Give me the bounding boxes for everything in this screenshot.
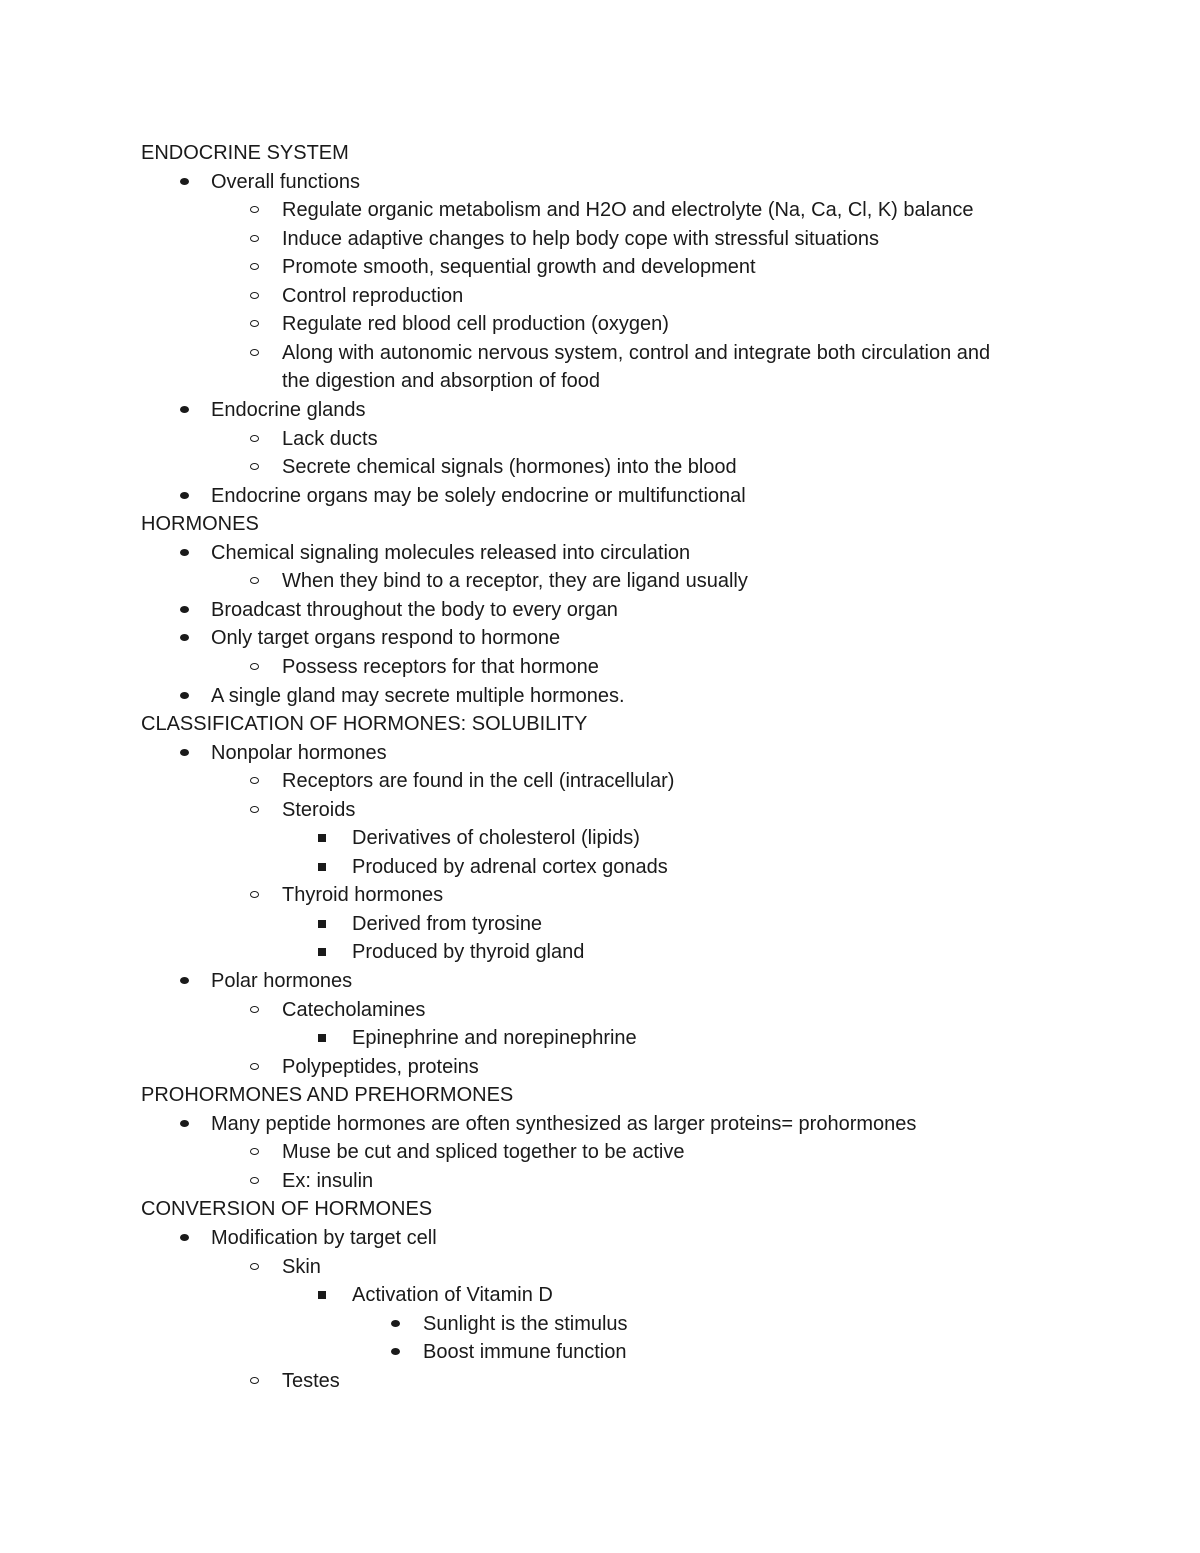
item-text: Along with autonomic nervous system, control and integrate both circulation and [282, 341, 991, 364]
item-text: Regulate organic metabolism and H2O and electrolyte (Na, Ca, Cl, K) balance [282, 199, 974, 222]
bullet-disc-icon [180, 749, 189, 756]
list-item [0, 1053, 1200, 1081]
item-text: Control reproduction [282, 284, 464, 307]
bullet-circle-icon [250, 1148, 259, 1155]
list-item [0, 824, 1200, 852]
bullet-square-icon [318, 863, 326, 871]
bullet-circle-icon [250, 1263, 259, 1270]
heading-text: CONVERSION OF HORMONES [141, 1198, 433, 1221]
bullet-circle-icon [250, 349, 259, 356]
item-text: Polypeptides, proteins [282, 1055, 479, 1078]
bullet-square-icon [318, 1291, 326, 1299]
list-item [0, 367, 1200, 395]
item-text: Polar hormones [211, 970, 353, 992]
bullet-circle-icon [250, 777, 259, 784]
bullet-square-icon [318, 920, 326, 928]
list-item [0, 196, 1200, 224]
bullet-square-icon [318, 948, 326, 956]
list-item [0, 1253, 1200, 1281]
list-item [0, 396, 1200, 424]
bullet-disc-icon [180, 977, 189, 984]
list-item [0, 653, 1200, 681]
list-item [0, 1167, 1200, 1195]
list-item [0, 910, 1200, 938]
item-text: Overall functions [211, 170, 360, 193]
item-text: Catecholamines [282, 998, 426, 1021]
bullet-square-icon [318, 834, 326, 842]
list-item [0, 1367, 1200, 1395]
list-item [0, 539, 1200, 567]
bullet-circle-icon [250, 891, 259, 898]
list-item [0, 1024, 1200, 1052]
bullet-disc-icon [180, 178, 189, 185]
bullet-disc-icon [180, 1120, 189, 1127]
item-text: Sunlight is the stimulus [423, 1312, 628, 1335]
item-text: Testes [282, 1369, 340, 1392]
heading-text: CLASSIFICATION OF HORMONES: SOLUBILITY [141, 713, 588, 735]
bullet-circle-icon [250, 1006, 259, 1013]
item-text: the digestion and absorption of food [282, 370, 601, 393]
bullet-circle-icon [250, 1063, 259, 1070]
item-text: Receptors are found in the cell (intracellular) [282, 770, 675, 793]
bullet-circle-icon [250, 806, 259, 813]
heading-text: PROHORMONES AND PREHORMONES [141, 1084, 514, 1107]
item-text: Produced by adrenal cortex gonads [352, 855, 668, 878]
list-item [0, 1138, 1200, 1166]
item-text: A single gland may secrete multiple hormones. [211, 684, 625, 707]
item-text: Thyroid hormones [282, 884, 444, 907]
bullet-circle-icon [250, 1377, 259, 1384]
item-text: Derivatives of cholesterol (lipids) [352, 827, 640, 850]
section-heading [0, 710, 1200, 738]
section-heading [0, 1081, 1200, 1109]
list-item [0, 767, 1200, 795]
item-text: Lack ducts [282, 427, 378, 450]
item-text: Boost immune function [423, 1341, 627, 1364]
item-text: Broadcast throughout the body to every organ [211, 598, 618, 621]
item-text: Many peptide hormones are often synthesized as larger proteins= prohormones [211, 1112, 917, 1135]
bullet-disc-icon [180, 692, 189, 699]
bullet-disc-icon [180, 606, 189, 613]
bullet-circle-icon [250, 435, 259, 442]
section-heading [0, 510, 1200, 538]
item-text: Regulate red blood cell production (oxygen) [282, 313, 669, 336]
item-text: Activation of Vitamin D [352, 1284, 553, 1306]
item-text: Produced by thyroid gland [352, 941, 585, 964]
item-text: Epinephrine and norepinephrine [352, 1027, 637, 1050]
list-item [0, 796, 1200, 824]
bullet-circle-icon [250, 1177, 259, 1184]
heading-text: HORMONES [141, 513, 259, 536]
bullet-disc-icon [180, 492, 189, 499]
item-text: Secrete chemical signals (hormones) into the blood [282, 456, 737, 479]
bullet-circle-icon [250, 663, 259, 670]
list-item [0, 853, 1200, 881]
bullet-disc-icon [391, 1320, 400, 1327]
bullet-circle-icon [250, 463, 259, 470]
list-item [0, 310, 1200, 338]
item-text: Steroids [282, 798, 356, 821]
bullet-circle-icon [250, 577, 259, 584]
list-item [0, 282, 1200, 310]
bullet-disc-icon [180, 406, 189, 413]
item-text: Induce adaptive changes to help body cope with stressful situations [282, 227, 880, 250]
item-text: Endocrine glands [211, 398, 366, 421]
list-item [0, 624, 1200, 652]
item-text: Skin [282, 1255, 321, 1278]
list-item [0, 425, 1200, 453]
bullet-circle-icon [250, 263, 259, 270]
list-item [0, 996, 1200, 1024]
list-item [0, 453, 1200, 481]
list-item [0, 482, 1200, 510]
item-text: Chemical signaling molecules released into circulation [211, 541, 691, 564]
list-item [0, 881, 1200, 909]
bullet-disc-icon [180, 634, 189, 641]
item-text: Only target organs respond to hormone [211, 627, 561, 650]
bullet-disc-icon [391, 1348, 400, 1355]
item-text: Derived from tyrosine [352, 912, 543, 935]
list-item [0, 596, 1200, 624]
list-item [0, 567, 1200, 595]
list-item [0, 1310, 1200, 1338]
list-item [0, 1338, 1200, 1366]
item-text: Endocrine organs may be solely endocrine or multifunctional [211, 484, 746, 507]
section-heading [0, 1195, 1200, 1223]
item-text: Promote smooth, sequential growth and development [282, 256, 756, 279]
bullet-circle-icon [250, 206, 259, 213]
list-item [0, 253, 1200, 281]
section-heading [0, 139, 1200, 167]
list-item [0, 739, 1200, 767]
list-item [0, 225, 1200, 253]
list-item [0, 1281, 1200, 1309]
list-item [0, 938, 1200, 966]
item-text: When they bind to a receptor, they are ligand usually [282, 570, 748, 593]
item-text: Modification by target cell [211, 1226, 437, 1249]
bullet-square-icon [318, 1034, 326, 1042]
item-text: Muse be cut and spliced together to be active [282, 1141, 685, 1164]
item-text: Nonpolar hormones [211, 741, 387, 764]
heading-text: ENDOCRINE SYSTEM [141, 142, 349, 164]
bullet-disc-icon [180, 1234, 189, 1241]
bullet-circle-icon [250, 235, 259, 242]
list-item [0, 339, 1200, 367]
bullet-circle-icon [250, 292, 259, 299]
list-item [0, 168, 1200, 196]
item-text: Possess receptors for that hormone [282, 655, 599, 678]
bullet-circle-icon [250, 320, 259, 327]
list-item [0, 1224, 1200, 1252]
bullet-disc-icon [180, 549, 189, 556]
list-item [0, 682, 1200, 710]
list-item [0, 1110, 1200, 1138]
list-item [0, 967, 1200, 995]
item-text: Ex: insulin [282, 1169, 374, 1192]
